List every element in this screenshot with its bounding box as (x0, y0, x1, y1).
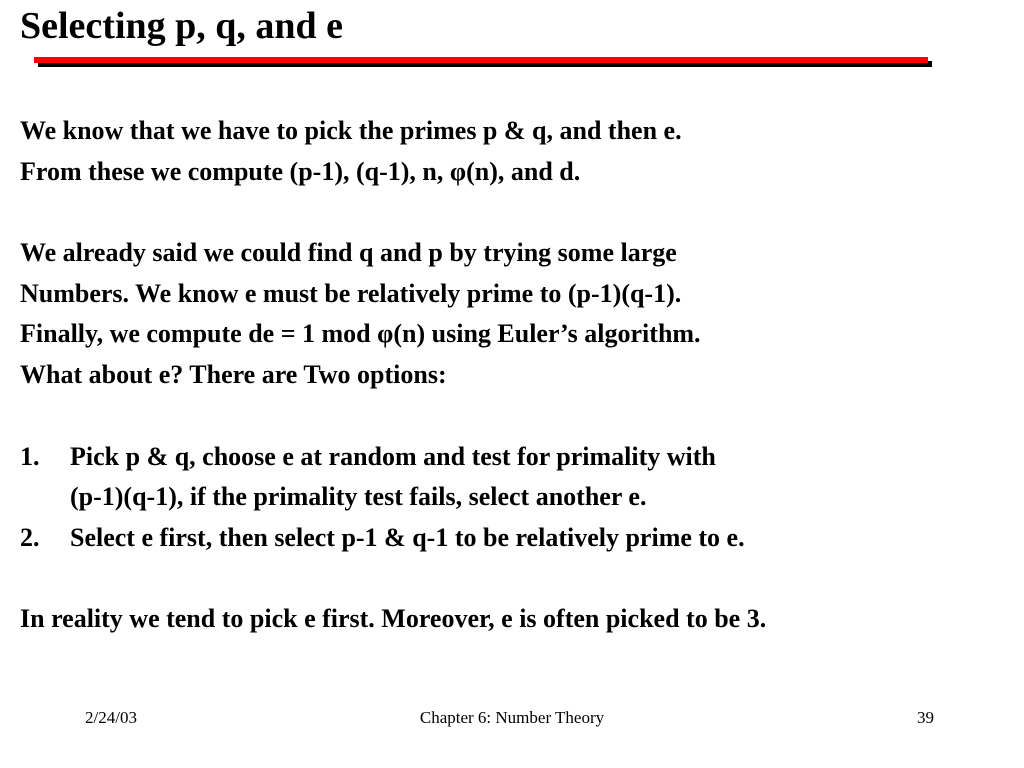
body-line: Numbers. We know e must be relatively prime to (p-1)(q-1). (20, 278, 682, 308)
option-number: 1. (20, 441, 40, 471)
option-text (70, 437, 716, 518)
paragraph-intro (20, 111, 1010, 192)
options-list (20, 437, 1010, 559)
option-line: (p-1)(q-1), if the primality test fails, select another e. (70, 482, 647, 512)
body-line: Finally, we compute de = 1 mod φ(n) using Euler’s algorithm. (20, 319, 701, 349)
slide-title: Selecting p, q, and e (20, 5, 344, 47)
option-item-2 (20, 518, 1010, 559)
option-item-1 (20, 437, 1010, 518)
body-line: We already said we could find q and p by trying some large (20, 238, 677, 268)
conclusion: In reality we tend to pick e first. Moreover, e is often picked to be 3. (20, 604, 767, 634)
option-line: Pick p & q, choose e at random and test for primality with (70, 441, 716, 471)
paragraph-spacer (20, 192, 1010, 233)
body-line: What about e? There are Two options: (20, 360, 447, 390)
paragraph-spacer (20, 559, 1010, 600)
paragraph-spacer (20, 396, 1010, 437)
paragraph-method (20, 233, 1010, 396)
body-line: From these we compute (p-1), (q-1), n, φ(n), and d. (20, 156, 581, 186)
title-underline (34, 57, 928, 63)
body-line: We know that we have to pick the primes p & q, and then e. (20, 116, 682, 145)
footer-chapter: Chapter 6: Number Theory (419, 708, 605, 727)
option-line: Select e first, then select p-1 & q-1 to be relatively prime to e. (70, 522, 745, 552)
slide-body (20, 111, 1010, 640)
footer-page-number: 39 (917, 708, 934, 727)
footer-date: 2/24/03 (85, 708, 137, 727)
option-text (70, 518, 745, 559)
option-number: 2. (20, 522, 40, 552)
